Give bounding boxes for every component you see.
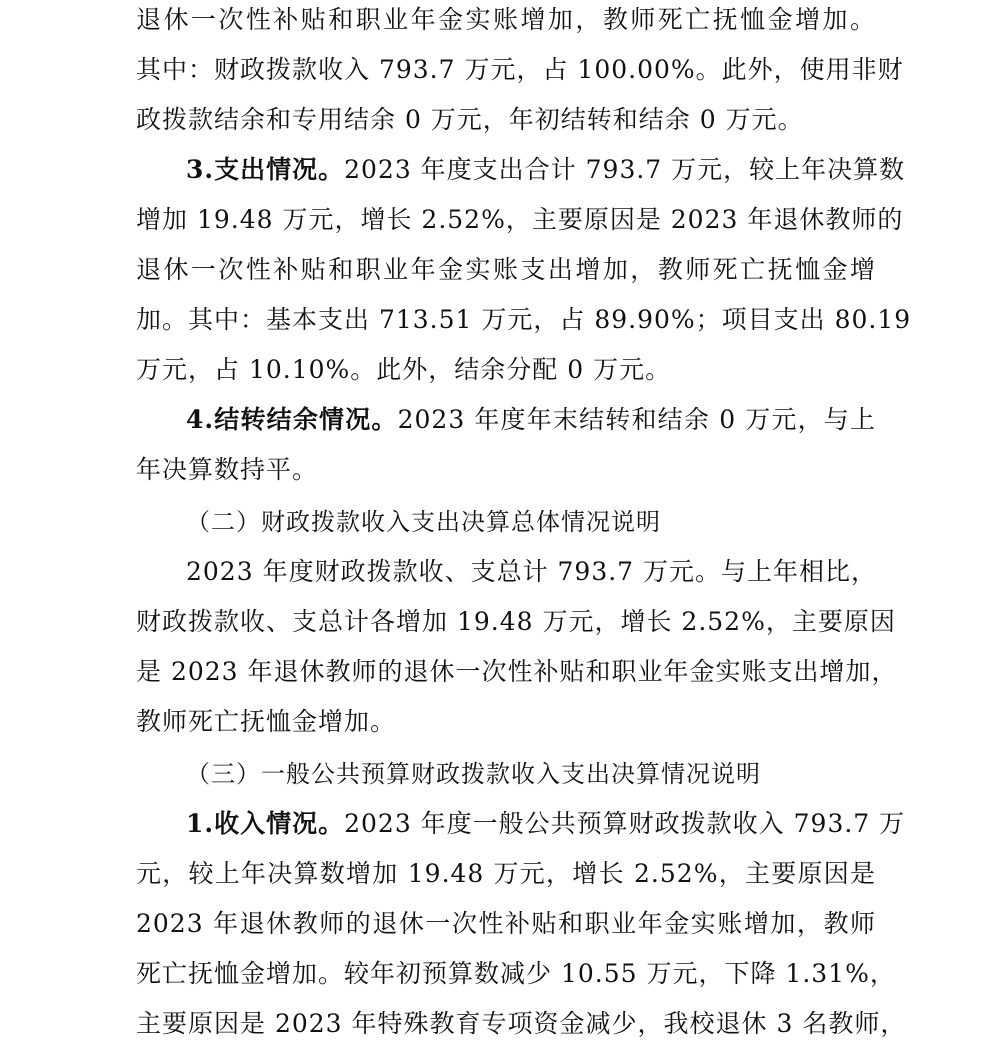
paragraph-line: 增加 19.48 万元，增长 2.52%，主要原因是 2023 年退休教师的	[136, 205, 904, 234]
paragraph-line: 2023 年退休教师的退休一次性补贴和职业年金实账增加，教师	[136, 909, 876, 938]
section-heading-expenditure: 3.支出情况。2023 年度支出合计 793.7 万元，较上年决算数	[186, 155, 906, 184]
section-heading-carryover: 4.结转结余情况。2023 年度年末结转和结余 0 万元，与上	[186, 405, 876, 434]
subsection-heading-2: （二）财政拨款收入支出决算总体情况说明	[186, 508, 661, 536]
paragraph-line: 政拨款结余和专用结余 0 万元，年初结转和结余 0 万元。	[136, 105, 804, 134]
paragraph-line: 退休一次性补贴和职业年金实账支出增加，教师死亡抚恤金增	[136, 255, 876, 284]
paragraph-line: 财政拨款收、支总计各增加 19.48 万元，增长 2.52%，主要原因	[136, 607, 896, 636]
paragraph-line: 是 2023 年退休教师的退休一次性补贴和职业年金实账支出增加，	[136, 657, 898, 686]
section-heading-income: 1.收入情况。2023 年度一般公共预算财政拨款收入 793.7 万	[186, 809, 906, 838]
paragraph-line: 死亡抚恤金增加。较年初预算数减少 10.55 万元，下降 1.31%，	[136, 959, 896, 988]
paragraph-line: 教师死亡抚恤金增加。	[136, 707, 397, 736]
bold-heading: 4.结转结余情况。	[186, 405, 398, 434]
paragraph-line: 其中：财政拨款收入 793.7 万元，占 100.00%。此外，使用非财	[136, 55, 904, 84]
bold-heading: 3.支出情况。	[186, 155, 345, 184]
paragraph-line: 元，较上年决算数增加 19.48 万元，增长 2.52%，主要原因是	[136, 859, 876, 888]
paragraph-line: 年决算数持平。	[136, 455, 319, 484]
paragraph-line: 2023 年度财政拨款收、支总计 793.7 万元。与上年相比，	[186, 557, 878, 586]
paragraph-line: 主要原因是 2023 年特殊教育专项资金减少，我校退休 3 名教师，	[136, 1009, 907, 1038]
bold-heading: 1.收入情况。	[186, 809, 345, 838]
paragraph-line: 万元，占 10.10%。此外，结余分配 0 万元。	[136, 355, 672, 384]
paragraph-line: 退休一次性补贴和职业年金实账增加，教师死亡抚恤金增加。	[136, 5, 876, 34]
paragraph-line: 加。其中：基本支出 713.51 万元，占 89.90%；项目支出 80.19	[136, 305, 912, 334]
subsection-heading-3: （三）一般公共预算财政拨款收入支出决算情况说明	[186, 760, 761, 788]
